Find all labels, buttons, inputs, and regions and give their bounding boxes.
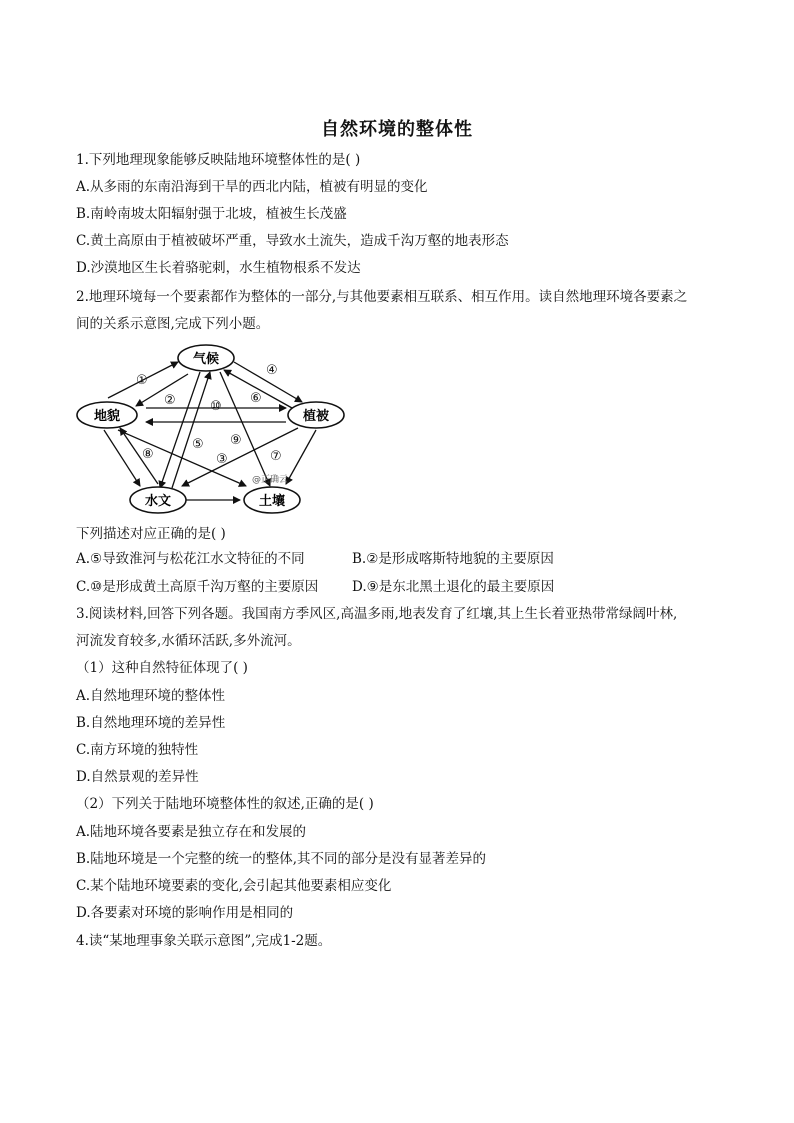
q1-option-a: A.从多雨的东南沿海到干旱的西北内陆，植被有明显的变化 [76,179,428,195]
diagram-label-4: ④ [266,363,278,378]
q4-stem: 4.读“某地理事象关联示意图”,完成1-2题。 [76,933,332,949]
q2-option-b: B.②是形成喀斯特地貌的主要原因 [352,551,554,567]
diagram-watermark: @正确云 [252,475,289,485]
node-hydrology [130,487,186,513]
q3-part1-stem: （1）这种自然特征体现了( ) [76,660,248,676]
q1-stem: 1.下列地理现象能够反映陆地环境整体性的是( ) [76,152,361,168]
svg-text:土壤: 土壤 [258,494,286,509]
q1-option-c: C.黄土高原由于植被破坏严重，导致水土流失，造成千沟万壑的地表形态 [76,233,509,249]
q1-option-d: D.沙漠地区生长着骆驼刺，水生植物根系不发达 [76,260,361,276]
node-soil [244,487,300,513]
diagram-label-7: ⑦ [270,449,282,464]
q3-part2-option-b: B.陆地环境是一个完整的统一的整体,其不同的部分是没有显著差异的 [76,851,487,867]
q3-part1-option-b: B.自然地理环境的差异性 [76,715,226,731]
svg-text:气候: 气候 [192,352,220,367]
diagram-label-6: ⑥ [250,391,262,406]
q3-part2-option-d: D.各要素对环境的影响作用是相同的 [76,905,294,921]
node-landform [77,402,137,428]
node-vegetation [288,402,344,428]
q3-part1-option-a: A.自然地理环境的整体性 [76,688,226,704]
svg-text:植被: 植被 [302,409,330,424]
diagram-label-1: ① [136,373,148,388]
node-climate [178,345,234,371]
diagram-label-3: ③ [216,452,228,467]
page-title: 自然环境的整体性 [321,119,473,140]
diagram-label-9: ⑨ [230,433,242,448]
q2-stem-line1: 2.地理环境每一个要素都作为整体的一部分,与其他要素相互联系、相互作用。读自然地理环境各要素之 [76,289,688,305]
diagram-label-8: ⑧ [142,447,154,462]
q3-part2-stem: （2）下列关于陆地环境整体性的叙述,正确的是( ) [76,796,374,812]
q1-option-b: B.南岭南坡太阳辐射强于北坡，植被生长茂盛 [76,206,347,222]
q3-stem-line1: 3.阅读材料,回答下列各题。我国南方季风区,高温多雨,地表发育了红壤,其上生长着亚热带常绿阔叶林, [76,606,678,622]
q2-sub-stem: 下列描述对应正确的是( ) [76,526,226,542]
diagram-label-5: ⑤ [192,437,204,452]
q2-option-c: C.⑩是形成黄土高原千沟万壑的主要原因 [76,579,319,595]
element-relation-diagram [74,342,354,516]
diagram-label-2: ② [164,393,176,408]
q2-option-d: D.⑨是东北黑土退化的最主要原因 [352,579,555,595]
diagram-label-10: ⑩ [210,399,222,414]
svg-text:水文: 水文 [144,494,172,509]
q3-part2-option-c: C.某个陆地环境要素的变化,会引起其他要素相应变化 [76,878,392,894]
q2-stem-line2: 间的关系示意图,完成下列小题。 [76,316,270,332]
q2-option-a: A.⑤导致淮河与松花江水文特征的不同 [76,551,305,567]
q3-part1-option-c: C.南方环境的独特性 [76,742,199,758]
q3-part2-option-a: A.陆地环境各要素是独立存在和发展的 [76,824,307,840]
svg-text:地貌: 地貌 [93,409,121,424]
q3-part1-option-d: D.自然景观的差异性 [76,769,199,785]
q3-stem-line2: 河流发育较多,水循环活跃,多外流河。 [76,633,301,649]
